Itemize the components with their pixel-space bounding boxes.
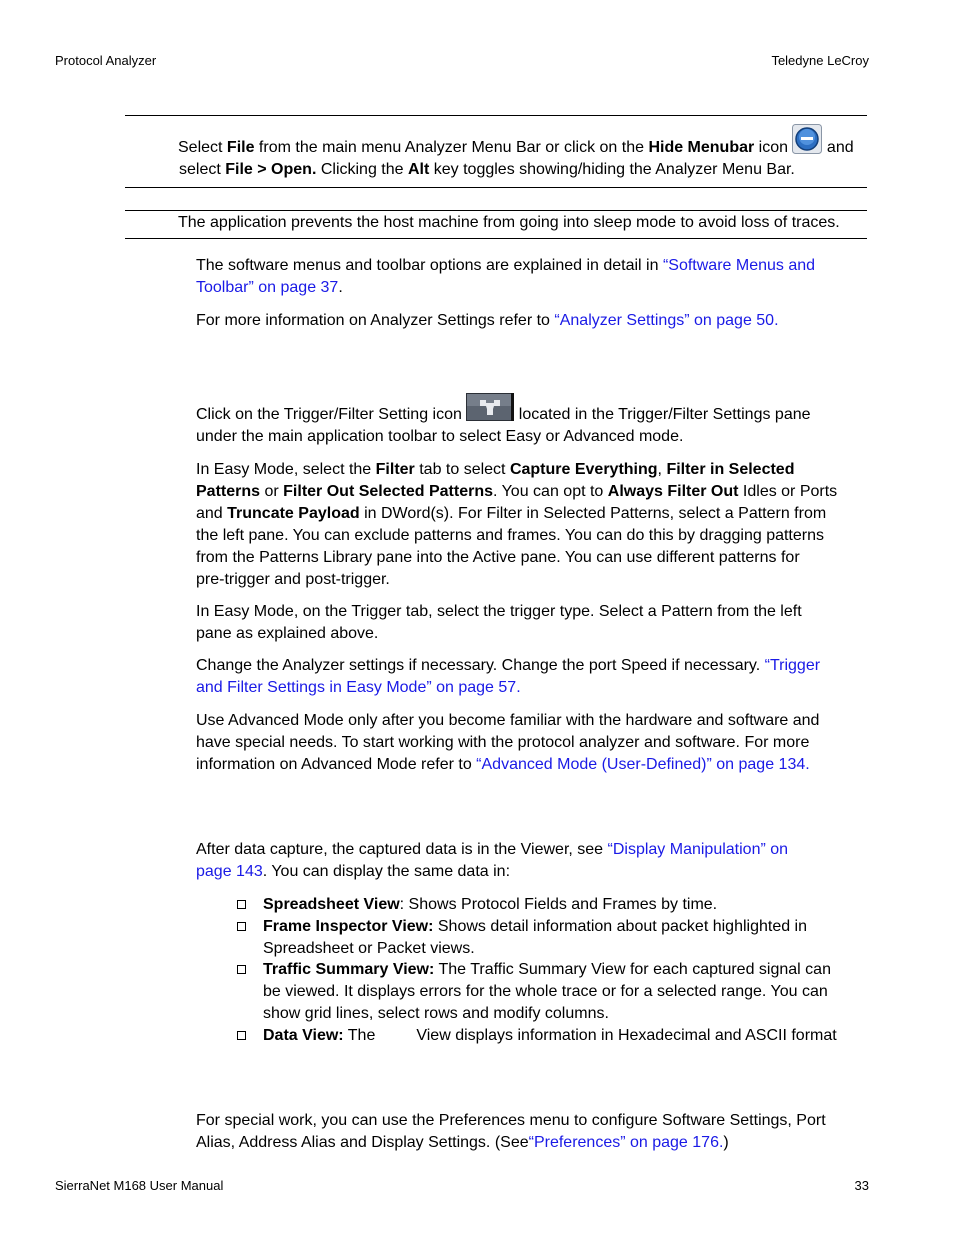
bullet-box (237, 922, 246, 931)
link-trigger-filter-easy-cont[interactable]: and Filter Settings in Easy Mode” on page 57. (196, 679, 521, 696)
list-item-data-view: Data View: The View displays information in Hexadecimal and ASCII format (263, 1027, 837, 1044)
footer-manual-title: SierraNet M168 User Manual (55, 1178, 224, 1193)
page-number: 33 (854, 1178, 869, 1193)
bullet-box (237, 900, 246, 909)
para-change-settings: Change the Analyzer settings if necessary. Change the port Speed if necessary. “Trigger and Filter Settings in Easy Mode” on page 57. (196, 657, 821, 696)
note2-bottom-rule (125, 238, 867, 239)
running-header-left: Protocol Analyzer (55, 53, 157, 68)
running-header-right: Teledyne LeCroy (771, 53, 869, 68)
list-item-spreadsheet-view: Spreadsheet View: Shows Protocol Fields and Frames by time. (263, 896, 718, 913)
note-sleep-mode: The application prevents the host machine from going into sleep mode to avoid loss of traces. (178, 214, 840, 231)
para-viewer: After data capture, the captured data is in the Viewer, see “Display Manipulation” on page 143. You can display the same data in: (196, 841, 789, 880)
link-software-menus[interactable]: “Software Menus and (662, 257, 816, 274)
para-preferences: For special work, you can use the Preferences menu to configure Software Settings, Port Alias, Address Alias and Display Settings. (See“Preferences” on page 176.) (196, 1112, 826, 1151)
link-advanced-mode[interactable]: “Advanced Mode (User-Defined)” on page 134. (476, 756, 810, 773)
link-trigger-filter-easy[interactable]: “Trigger (764, 657, 821, 674)
link-analyzer-settings[interactable]: “Analyzer Settings” on page 50. (554, 312, 779, 329)
note2-top-rule (125, 210, 867, 211)
para-easy-mode-filter: In Easy Mode, select the Filter tab to select Capture Everything, Filter in Selected Patterns or Filter Out Selected Patterns. You can opt to Always Filter Out Idles or Ports and Truncate Payload in DWord(s). For Filter in Selected Patterns, select a Pattern from the left pane. You can exclude patterns and frames. You can do this by dragging patterns from the Patterns Library pane into the Active pane. You can use different patterns for pre-trigger and post-trigger. (196, 461, 838, 588)
link-software-menus-cont[interactable]: Toolbar” on page 37 (196, 279, 339, 296)
bullet-box (237, 965, 246, 974)
para-software-menus: The software menus and toolbar options are explained in detail in “Software Menus and Toolbar” on page 37. (196, 257, 816, 296)
note-top-rule (125, 115, 867, 116)
link-display-manipulation[interactable]: “Display Manipulation” on (607, 841, 789, 858)
para-analyzer-settings: For more information on Analyzer Settings refer to “Analyzer Settings” on page 50. (196, 312, 779, 329)
note-open-file: Select File from the main menu Analyzer Menu Bar or click on the Hide Menubar icon and select File > Open. Clicking the Alt key toggles showing/hiding the Analyzer Menu Bar. (178, 137, 878, 181)
para-easy-mode-trigger: In Easy Mode, on the Trigger tab, select the trigger type. Select a Pattern from the left pane as explained above. (196, 603, 802, 642)
para-trigger-filter-icon: Click on the Trigger/Filter Setting icon located in the Trigger/Filter Settings pane under the main application toolbar to select Easy or Advanced mode. (196, 404, 876, 448)
link-display-manipulation-cont[interactable]: page 143 (196, 863, 263, 880)
hide-menubar-icon[interactable] (792, 124, 822, 154)
list-item-frame-inspector-view: Frame Inspector View: Shows detail information about packet highlighted in Spreadsheet or Packet views. (263, 918, 808, 957)
bullet-box (237, 1031, 246, 1040)
trigger-filter-setting-icon[interactable] (466, 393, 514, 421)
note-bottom-rule (125, 187, 867, 188)
link-preferences[interactable]: “Preferences” on page 176. (528, 1134, 724, 1151)
para-advanced-mode: Use Advanced Mode only after you become familiar with the hardware and software and have special needs. To start working with the protocol analyzer and software. For more information on Advanced Mode refer to “Advanced Mode (User-Defined)” on page 134. (196, 712, 820, 773)
list-item-traffic-summary-view: Traffic Summary View: The Traffic Summary View for each captured signal can be viewed. It displays errors for the whole trace or for a selected range. You can show grid lines, select rows and modify columns. (263, 961, 831, 1022)
